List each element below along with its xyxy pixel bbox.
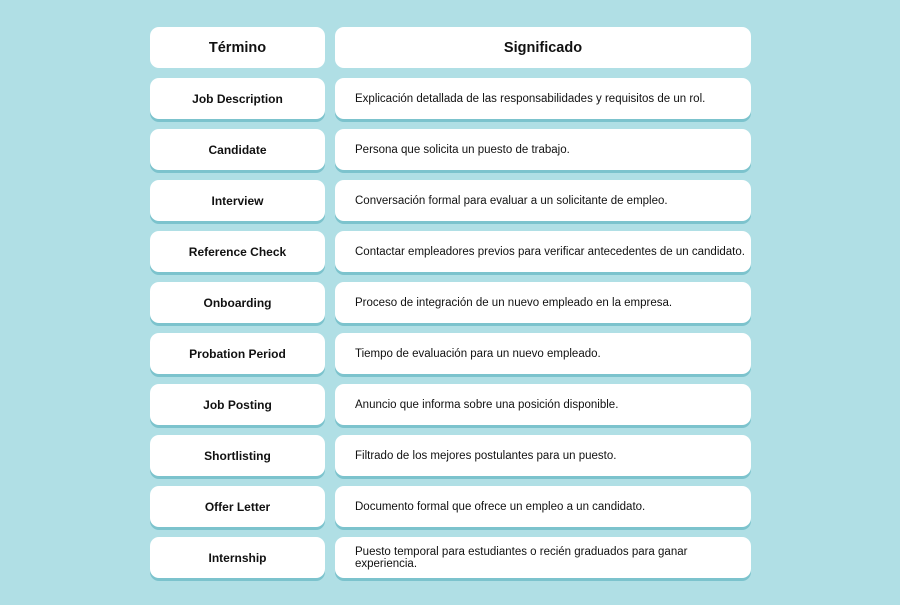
meaning-cell: Documento formal que ofrece un empleo a un candidato. [335,486,751,527]
term-cell: Internship [150,537,325,578]
term-cell: Job Posting [150,384,325,425]
meaning-cell: Filtrado de los mejores postulantes para un puesto. [335,435,751,476]
meaning-cell: Proceso de integración de un nuevo empleado en la empresa. [335,282,751,323]
meaning-cell: Persona que solicita un puesto de trabajo. [335,129,751,170]
term-cell: Interview [150,180,325,221]
meaning-cell: Puesto temporal para estudiantes o recién graduados para ganar experiencia. [335,537,751,578]
glossary-table [150,27,751,588]
table-row [150,231,751,272]
meaning-cell: Contactar empleadores previos para verificar antecedentes de un candidato. [335,231,751,272]
table-row [150,333,751,374]
table-row [150,180,751,221]
meaning-cell: Explicación detallada de las responsabilidades y requisitos de un rol. [335,78,751,119]
table-row [150,486,751,527]
term-cell: Reference Check [150,231,325,272]
table-row [150,129,751,170]
term-cell: Probation Period [150,333,325,374]
term-column-header: Término [150,27,325,68]
meaning-cell: Tiempo de evaluación para un nuevo empleado. [335,333,751,374]
table-row [150,384,751,425]
table-row [150,537,751,578]
term-cell: Onboarding [150,282,325,323]
term-cell: Job Description [150,78,325,119]
table-row [150,435,751,476]
table-row [150,282,751,323]
term-cell: Shortlisting [150,435,325,476]
term-cell: Candidate [150,129,325,170]
meaning-cell: Conversación formal para evaluar a un solicitante de empleo. [335,180,751,221]
meaning-column-header: Significado [335,27,751,68]
table-header [150,27,751,68]
table-row [150,78,751,119]
term-cell: Offer Letter [150,486,325,527]
meaning-cell: Anuncio que informa sobre una posición disponible. [335,384,751,425]
